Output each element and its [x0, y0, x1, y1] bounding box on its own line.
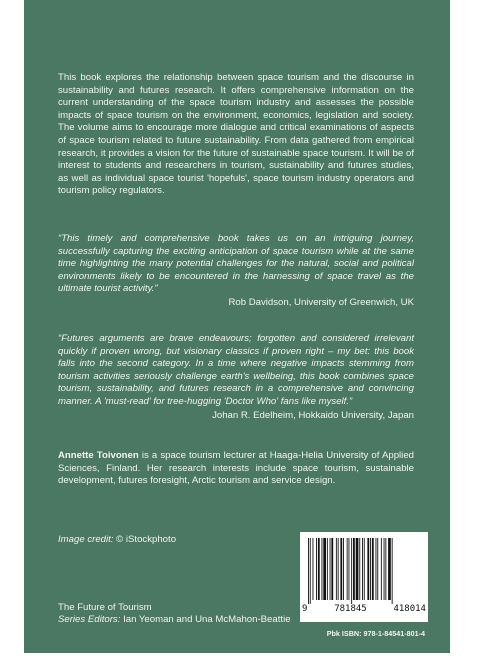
barcode-bar — [381, 538, 382, 600]
author-bio — [58, 450, 414, 488]
barcode-bar — [316, 538, 317, 600]
barcode-bar — [367, 538, 369, 600]
barcode-bar — [351, 538, 352, 604]
barcode-bar — [356, 538, 359, 600]
barcode-bar — [336, 538, 337, 600]
barcode-bar — [338, 538, 339, 600]
series-editors-names: Ian Yeoman and Una McMahon-Beattie — [123, 614, 291, 625]
quote-attribution: Johan R. Edelheim, Hokkaido University, Japan — [212, 409, 414, 421]
quote-attribution: Rob Davidson, University of Greenwich, UK — [228, 296, 414, 308]
cover-panel — [24, 0, 450, 653]
barcode-digit-group: 418014 — [393, 604, 426, 614]
barcode-bar — [353, 538, 355, 600]
quote-text: “Futures arguments are brave endeavours; forgotten and considered irrelevant quickly if proven wrong, but visionary classics if proven right – my bet: this book falls into the second category. In a time where negative impacts stemming from tourism activities seriously challenge earth's wellbeing, this book combines space tourism, sustainability, and futures research in a comprehensive and convincing manner. A 'must-read' for tree-hugging 'Doctor Who' fans like myself.” — [58, 333, 414, 407]
barcode-digit-group: 9 — [302, 604, 308, 614]
isbn-number: Pbk ISBN: 978-1-84541-801-4 — [326, 629, 425, 638]
series-title: The Future of Tourism — [58, 602, 152, 613]
barcode-bar — [359, 538, 360, 600]
barcode-bar — [362, 538, 363, 600]
barcode-bar — [349, 538, 350, 600]
barcode-bar — [343, 538, 344, 600]
author-bio-text: is a space tourism lecturer at Haaga-Helia University of Applied Sciences, Finland. Her research interests include space tourism, sustainable development, futures foresight, Arctic tourism and service design. — [58, 450, 414, 487]
barcode-bar — [327, 538, 328, 600]
barcode-bar — [377, 538, 378, 600]
barcode-bar — [308, 538, 309, 604]
image-credit — [58, 534, 176, 545]
barcode-bar — [313, 538, 314, 600]
series-info — [58, 602, 291, 626]
barcode-bar — [384, 538, 385, 600]
barcode-bar — [310, 538, 311, 604]
review-quote-2 — [58, 333, 414, 422]
barcode-bar — [372, 538, 374, 600]
barcode-bar — [323, 538, 326, 600]
barcode-bar — [322, 538, 323, 600]
barcode-bar — [330, 538, 331, 600]
series-editors-label: Series Editors: — [58, 614, 121, 625]
barcode-bar — [385, 538, 386, 600]
barcode-bar — [318, 538, 320, 600]
quote-text: “This timely and comprehensive book takes us on an intriguing journey, successfully capturing the exciting anticipation of space tourism while at the same time highlighting the many potential challenges for the natural, social and political environments likely to be encountered in the harnessing of space travel as the ultimate tourist activity.” — [58, 233, 414, 295]
author-name: Annette Toivonen — [58, 450, 139, 461]
image-credit-source: iStockphoto — [125, 534, 177, 545]
barcode-bar — [331, 538, 333, 600]
book-blurb: This book explores the relationship between space tourism and the discourse in sustainability and futures research. It offers comprehensive information on the current understanding of the space tourism industry and assesses the possible impacts of space tourism on the environment, economics, legislation and society. The volume aims to encourage more dialogue and critical examinations of aspects of space tourism related to future sustainability. From data gathered from empirical research, it provides a vision for the future of sustainable space tourism. It will be of interest to students and researchers in tourism, sustainability and futures studies, as well as individual space tourist 'hopefuls', space tourism industry operators and tourism policy regulators. — [58, 72, 414, 197]
barcode-bar — [370, 538, 371, 600]
barcode-bar — [340, 538, 342, 600]
barcode-bar — [347, 538, 348, 600]
series-editors — [58, 614, 291, 626]
barcode-bar — [388, 538, 391, 600]
copyright-symbol: © — [116, 534, 124, 545]
barcode-bar — [364, 538, 365, 600]
barcode-bar — [392, 538, 393, 604]
barcode-digit-group: 781845 — [334, 604, 367, 614]
barcode-digits — [302, 604, 426, 614]
barcode-bar — [376, 538, 377, 600]
barcode-bars — [306, 538, 422, 604]
image-credit-label: Image credit: — [58, 534, 114, 545]
review-quote-1 — [58, 233, 414, 310]
barcode — [300, 532, 428, 622]
